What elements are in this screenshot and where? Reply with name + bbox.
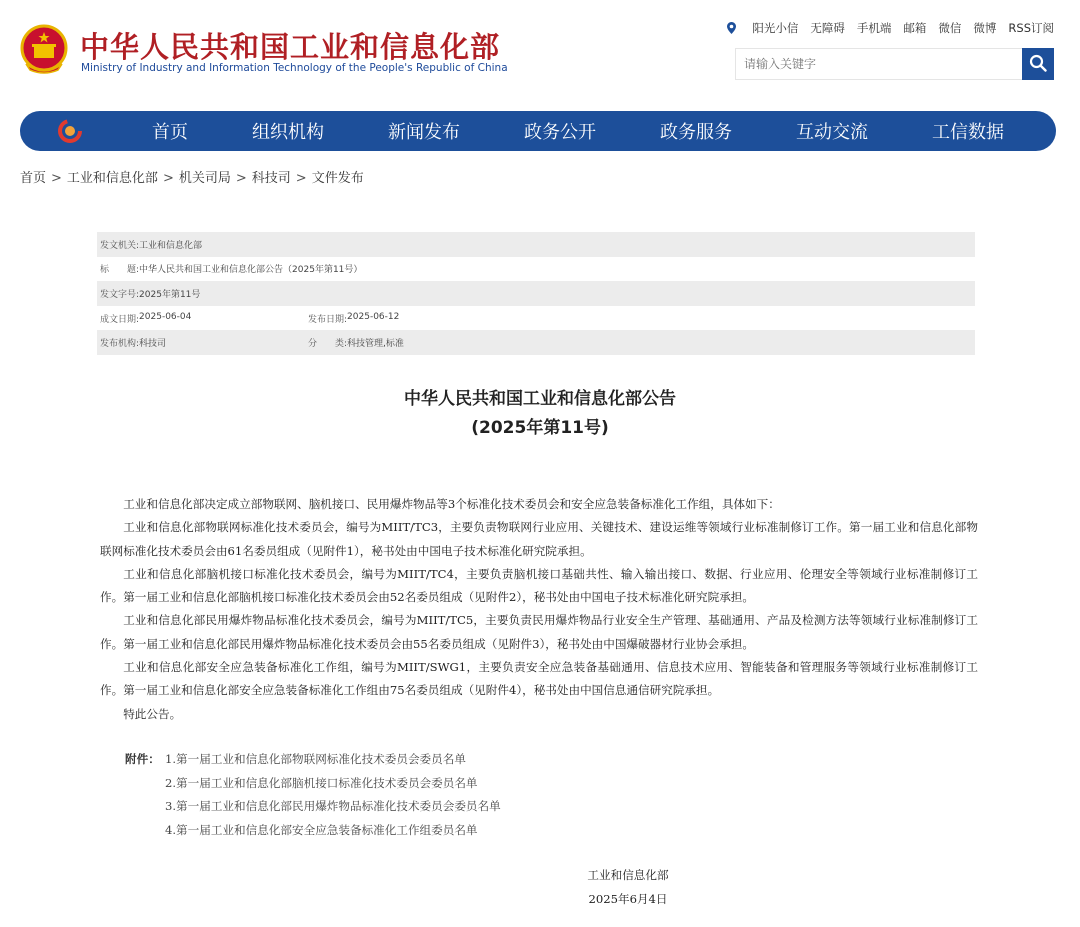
- top-link-mail[interactable]: 邮箱: [903, 21, 927, 35]
- nav-item-organization[interactable]: 组织机构: [252, 122, 324, 143]
- meta-written-date: 2025-06-04: [139, 311, 192, 322]
- meta-row-org: [97, 330, 975, 355]
- meta-doc-no: 2025年第11号: [139, 289, 201, 300]
- nav-item-services[interactable]: 政务服务: [660, 122, 732, 143]
- main-nav: [20, 111, 1056, 151]
- article-title: 中华人民共和国工业和信息化部公告: [404, 389, 676, 409]
- meta-title: 中华人民共和国工业和信息化部公告（2025年第11号）: [139, 265, 363, 276]
- search-icon: [1029, 54, 1047, 75]
- attachment-link[interactable]: 1.第一届工业和信息化部物联网标准化技术委员会委员名单: [165, 752, 466, 766]
- document-meta-table: [97, 232, 975, 355]
- top-link-accessibility[interactable]: 无障碍: [810, 21, 845, 35]
- nav-item-interaction[interactable]: 互动交流: [796, 122, 868, 143]
- signature-org: 工业和信息化部: [587, 868, 669, 882]
- breadcrumb: [20, 167, 364, 186]
- meta-org: 科技司: [139, 339, 167, 350]
- breadcrumb-home[interactable]: 首页: [20, 171, 47, 186]
- nav-item-government-affairs[interactable]: 政务公开: [524, 122, 596, 143]
- attachment-link[interactable]: 4.第一届工业和信息化部安全应急装备标准化工作组委员名单: [165, 823, 478, 838]
- meta-label: 标 题:: [100, 265, 140, 276]
- meta-issuer: 工业和信息化部: [139, 240, 203, 251]
- article-paragraph: 工业和信息化部脑机接口标准化技术委员会，编号为MIIT/TC4，主要负责脑机接口基础共性、输入输出接口、数据、行业应用、伦理安全等领域行业标准制修订工作。第一届工业和信息化部脑机接口标准化技术委员会由52名委员组成（见附件2），秘书处由中国电子技术标准化研究院承担。: [100, 566, 978, 605]
- breadcrumb-departments[interactable]: 机关司局: [178, 171, 231, 186]
- site-subtitle: Ministry of Industry and Information Technology of the People's Republic of China: [81, 62, 508, 74]
- attachment-link[interactable]: 3.第一届工业和信息化部民用爆炸物品标准化技术委员会委员名单: [165, 799, 501, 814]
- top-link-mobile[interactable]: 手机端: [856, 21, 892, 35]
- search-button[interactable]: [1022, 48, 1054, 80]
- nav-item-data[interactable]: 工信数据: [932, 122, 1004, 143]
- article-paragraph: 工业和信息化部决定成立部物联网、脑机接口、民用爆炸物品等3个标准化技术委员会和安全应急装备标准化工作组，具体如下：: [123, 497, 780, 511]
- top-link-rss[interactable]: RSS订阅: [1008, 21, 1054, 35]
- top-link-wechat[interactable]: 微信: [938, 21, 962, 35]
- nav-logo-icon[interactable]: [20, 118, 120, 144]
- nav-item-home[interactable]: 首页: [152, 122, 188, 143]
- article-body: [100, 493, 978, 726]
- breadcrumb-separator: >: [235, 171, 247, 186]
- article-paragraph: 工业和信息化部安全应急装备标准化工作组，编号为MIIT/SWG1，主要负责安全应急装备基础通用、信息技术应用、智能装备和管理服务等领域行业标准制修订工作。第一届工业和信息化部安全应急装备标准化工作组由75名委员组成（见附件4），秘书处由中国信息通信研究院承担。: [100, 660, 978, 698]
- breadcrumb-separator: >: [295, 171, 307, 186]
- meta-label: 发布机构:: [100, 339, 140, 350]
- meta-label: 发布日期:: [308, 314, 348, 325]
- top-link-weibo[interactable]: 微博: [973, 21, 997, 35]
- article-paragraph: 工业和信息化部物联网标准化技术委员会，编号为MIIT/TC3，主要负责物联网行业应用、关键技术、建设运维等领域行业标准制修订工作。第一届工业和信息化部物联网标准化技术委员会由61名委员组成（见附件1），秘书处由中国电子技术标准化研究院承担。: [100, 520, 978, 558]
- article-number: (2025年第11号): [471, 418, 609, 438]
- meta-label: 发文字号:: [100, 289, 140, 300]
- attachment-link[interactable]: 2.第一届工业和信息化部脑机接口标准化技术委员会委员名单: [165, 775, 478, 790]
- breadcrumb-science-dept[interactable]: 科技司: [251, 171, 291, 186]
- meta-row-issuer: [97, 232, 975, 257]
- site-title[interactable]: 中华人民共和国工业和信息化部: [80, 30, 501, 64]
- breadcrumb-ministry[interactable]: 工业和信息化部: [66, 171, 158, 186]
- article-paragraph: 工业和信息化部民用爆炸物品标准化技术委员会，编号为MIIT/TC5，主要负责民用爆炸物品行业安全生产管理、基础通用、产品及检测方法等领域行业标准制修订工作。第一届工业和信息化部民用爆炸物品标准化技术委员会由55名委员组成（见附件3），秘书处由中国爆破器材行业协会承担。: [100, 613, 978, 651]
- meta-category: 科技管理,标准: [347, 339, 404, 350]
- top-link-sunshine[interactable]: 阳光小信: [752, 21, 799, 35]
- breadcrumb-documents[interactable]: 文件发布: [311, 171, 364, 186]
- meta-row-dates: [97, 306, 975, 331]
- top-links: [727, 20, 1054, 36]
- meta-label: 分 类:: [308, 339, 348, 350]
- meta-label: 发文机关:: [100, 240, 140, 251]
- nav-item-news[interactable]: 新闻发布: [388, 122, 460, 143]
- breadcrumb-separator: >: [162, 171, 174, 186]
- article-paragraph: 特此公告。: [123, 706, 182, 721]
- meta-published-date: 2025-06-12: [347, 311, 400, 322]
- meta-row-doc-no: [97, 281, 975, 306]
- meta-label: 成文日期:: [100, 314, 140, 325]
- search-box: [735, 48, 1054, 80]
- map-pin-icon: [727, 22, 736, 34]
- breadcrumb-separator: >: [51, 171, 62, 186]
- attachments-label: 附件：: [125, 752, 160, 766]
- meta-row-title: [97, 257, 975, 282]
- search-input[interactable]: [736, 49, 1023, 79]
- signature-date: 2025年6月4日: [588, 892, 668, 906]
- attachments: [125, 748, 501, 843]
- national-emblem-icon: [20, 24, 68, 76]
